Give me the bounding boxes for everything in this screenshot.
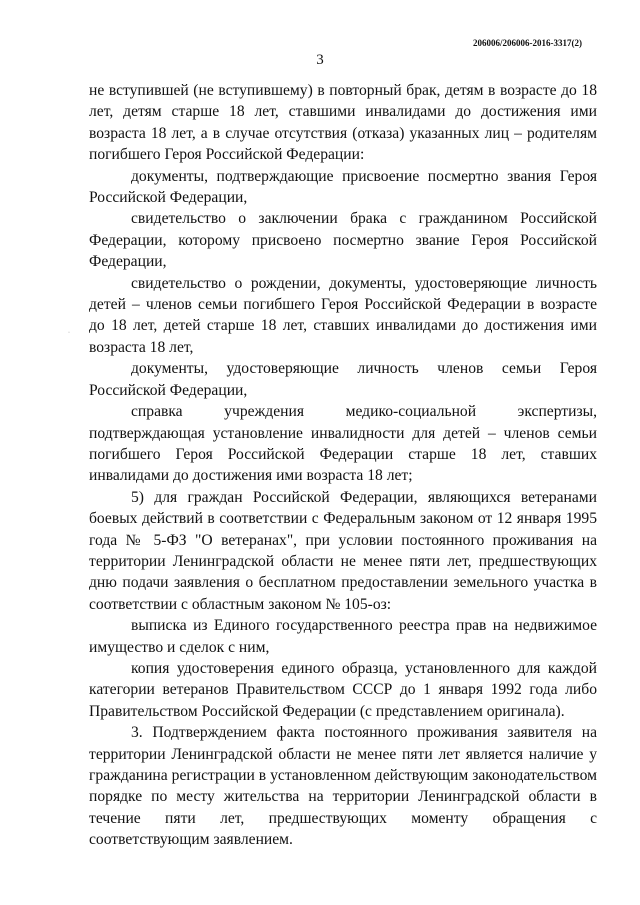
paragraph-registry-extract: выписка из Единого государственного реестра прав на недвижимое имущество и сделок с ним,: [89, 617, 597, 656]
paragraph-disability-certificate: справка учреждения медико-социальной экспертизы, подтверждающая установление инвалидности для детей – членов семьи погибшего Героя Российской Федерации старше 18 лет, ставших инвалидами до достижения ими возраста 18 лет;: [89, 403, 597, 485]
paragraph-identity-docs: документы, удостоверяющие личность членов семьи Героя Российской Федерации,: [89, 360, 597, 399]
document-id: 206006/206006-2016-3317(2): [473, 38, 582, 48]
paragraph-item-5-veterans: 5) для граждан Российской Федерации, являющихся ветеранами боевых действий в соответствии с Федеральным законом от 12 января 1995 года № 5-ФЗ "О ветеранах", при условии постоянного проживания на территории Ленинградской области не менее пяти лет, предшествующих дню подачи заявления о бесплатном предоставлении земельного участка в соответствии с областным законом № 105-оз:: [89, 488, 597, 613]
paragraph-marriage-certificate: свидетельство о заключении брака с гражданином Российской Федерации, которому присвоено посмертно звание Героя Российской Федерации,: [89, 210, 597, 271]
paragraph-birth-certificate: свидетельство о рождении, документы, удостоверяющие личность детей – членов семьи погибшего Героя Российской Федерации в возрасте до 18 лет, детей старше 18 лет, ставших инвалидами до достижения ими возраста 18 лет,: [89, 274, 597, 356]
paragraph-section-3: 3. Подтверждением факта постоянного проживания заявителя на территории Ленинградской области не менее пяти лет является наличие у гражданина регистрации в установленном действующим законодательством порядке по месту жительства на территории Ленинградской области в течение пяти лет, предшествующих моменту обращения с соответствующим заявлением.: [89, 724, 597, 849]
document-body: [89, 80, 597, 851]
paragraph-veteran-certificate: копия удостоверения единого образца, установленного для каждой категории ветеранов Правительством СССР до 1 января 1992 года либо Правительством Российской Федерации (с представлением оригинала).: [89, 659, 597, 720]
page-number: 3: [316, 52, 324, 68]
paragraph-hero-title-docs: документы, подтверждающие присвоение посмертно звания Героя Российской Федерации,: [89, 167, 597, 207]
paragraph-intro: не вступившей (не вступившему) в повторный брак, детям в возрасте до 18 лет, детям старше 18 лет, ставшими инвалидами до достижения ими возраста 18 лет, а в случае отсутствия (отказа) указанных лиц – родителям погибшего Героя Российской Федерации:: [89, 82, 597, 164]
margin-dot: ·: [68, 330, 70, 336]
